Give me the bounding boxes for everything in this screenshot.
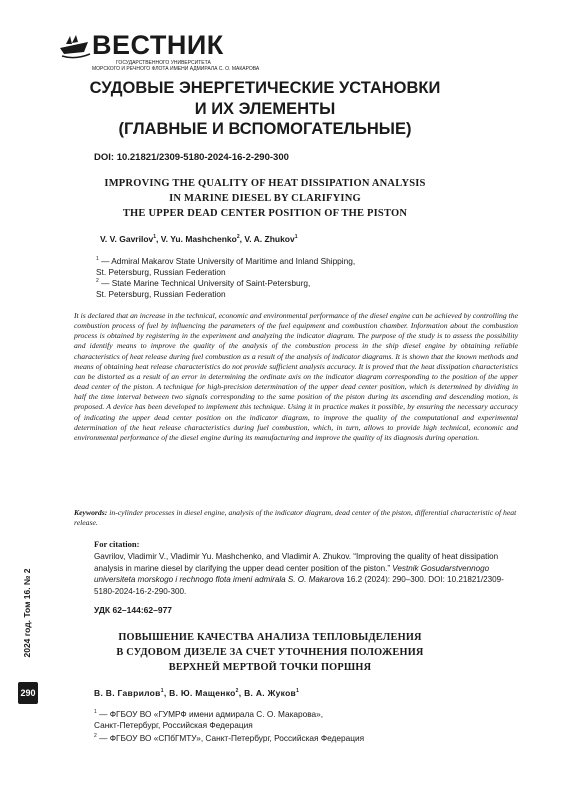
paper-title-en-line3: THE UPPER DEAD CENTER POSITION OF THE PISTON: [122, 208, 408, 219]
affil-text: — ФГБОУ ВО «СПбГМТУ», Санкт-Петербург, Российская Федерация: [96, 733, 365, 743]
doi: DOI: 10.21821/2309-5180-2024-16-2-290-300: [94, 152, 289, 163]
keywords-text: in-cylinder processes in diesel engine, analysis of the indicator diagram, dead center of the piston, differential characteristic of heat release.: [74, 508, 517, 528]
section-title-line2: И ИХ ЭЛЕМЕНТЫ: [194, 99, 336, 118]
author-name: V. Yu. Mashchenko: [160, 234, 237, 244]
affil-text: — Admiral Makarov State University of Maritime and Inland Shipping,: [98, 256, 356, 266]
authors-ru: В. В. Гаврилов$^1$, В. Ю. Мащенко$^2$, В. А. Жуков$^1$: [94, 688, 300, 698]
author-name: В. Ю. Мащенко: [169, 688, 236, 698]
affil-mark: 1: [96, 256, 99, 263]
affiliation-ru-1: [94, 709, 323, 731]
journal-subtitle-line2: МОРСКОГО И РЕЧНОГО ФЛОТА ИМЕНИ АДМИРАЛА С. О. МАКАРОВА: [92, 66, 260, 72]
paper-title-en-line1: IMPROVING THE QUALITY OF HEAT DISSIPATION ANALYSIS: [104, 178, 426, 189]
affil-text: St. Petersburg, Russian Federation: [96, 267, 226, 277]
author-affil-mark: 2: [236, 234, 240, 241]
paper-title-ru-line1: ПОВЫШЕНИЕ КАЧЕСТВА АНАЛИЗА ТЕПЛОВЫДЕЛЕНИЯ: [118, 632, 422, 643]
keywords-en: [74, 508, 518, 528]
citation-journal: Vestnik Gosudarstvennogo universiteta morskogo i rechnogo flota imeni admirala S. O. Makarova: [94, 563, 490, 585]
page-number: 290: [18, 682, 38, 704]
citation-text: [94, 551, 518, 597]
author-affil-mark: 1: [160, 688, 164, 695]
affil-text: St. Petersburg, Russian Federation: [96, 289, 226, 299]
paper-title-ru-line2: В СУДОВОМ ДИЗЕЛЕ ЗА СЧЕТ УТОЧНЕНИЯ ПОЛОЖЕНИЯ: [116, 647, 424, 658]
keywords-label: Keywords:: [74, 508, 108, 517]
citation-details: 16.2 (2024): 290–300. DOI: 10.21821/2309-5180-2024-16-2-290-300.: [94, 575, 504, 596]
affiliation-en-1: [96, 256, 355, 278]
paper-title-en-line2: IN MARINE DIESEL BY CLARIFYING: [169, 193, 361, 204]
affil-mark: 2: [94, 733, 97, 740]
journal-masthead: [58, 30, 260, 78]
citation-label: For citation:: [94, 539, 140, 549]
affil-text: — ФГБОУ ВО «ГУМРФ имени адмирала С. О. Макарова»,: [96, 709, 324, 719]
udc-code: УДК 62–144:62–977: [94, 605, 173, 615]
author-affil-mark: 1: [294, 234, 298, 241]
running-head: [20, 560, 34, 670]
section-title-line1: СУДОВЫЕ ЭНЕРГЕТИЧЕСКИЕ УСТАНОВКИ: [89, 79, 441, 97]
abstract-en: It is declared that an increase in the technical, economic and environmental performance of the diesel engine can be achieved by controlling the combustion process of fuel by influencing the parameters of the fuel equipment and combustion chamber. Information about the combustion process is obtained by registering in the experiment and analyzing the indicator diagram. The purpose of the study is to assess the possibility and identify means to improve the quality of the analysis of the combustion process in the ship diesel engine by obtaining reliable characteristics of heat release during fuel combustion as a result of the analysis of indicator diagrams. It is shown that the known methods and means of obtaining heat release characteristics do not provide sufficient analysis accuracy. It is proved that the heat dissipation characteristics can be distorted as a result of an error in determining the ordinate axis on the indicator diagram corresponding to the position of the upper dead center of the piston. A technique for high-precision determination of the upper dead center position, which is determined by dividing in half the time interval between two signals corresponding to the same position of the piston during its ascending and descending motion, is proposed. A device has been developed to implement this technique. Using it in practice makes it possible, by ensuring the necessary accuracy of indicating the upper dead center position on the indicator diagram, to improve the quality of the computational and experimental determination of the heat release characteristics during fuel combustion, which, in turn, allows to provide high technical, economic and environmental performance of the diesel engine during its manufacturing and improve the quality of its diagnosis during operation.: [74, 311, 518, 442]
affil-text: Санкт-Петербург, Российская Федерация: [94, 720, 253, 730]
affil-text: — State Marine Technical University of Saint-Petersburg,: [98, 278, 311, 288]
section-title-line3: (ГЛАВНЫЕ И ВСПОМОГАТЕЛЬНЫЕ): [118, 120, 412, 138]
ship-emblem-icon: [58, 34, 92, 60]
author-affil-mark: 1: [296, 688, 300, 695]
citation-authors-title: Gavrilov, Vladimir V., Vladimir Yu. Mashchenko, and Vladimir A. Zhukov. “Improving the quality of heat dissipation analysis in marine diesel by clarifying the upper dead center position of the piston.”: [94, 552, 499, 573]
author-affil-mark: 2: [235, 688, 239, 695]
paper-title-ru: [70, 630, 470, 675]
affil-mark: 2: [96, 278, 99, 285]
author-name: В. В. Гаврилов: [94, 688, 161, 698]
paper-title-ru-line3: ВЕРХНЕЙ МЕРТВОЙ ТОЧКИ ПОРШНЯ: [168, 662, 372, 673]
author-name: V. A. Zhukov: [244, 234, 295, 244]
author-affil-mark: 1: [153, 234, 157, 241]
affiliation-en-2: [96, 278, 310, 300]
running-head-text: 2024 год. Том 16. № 2: [22, 568, 32, 658]
affiliation-ru-2: [94, 733, 364, 744]
author-name: V. V. Gavrilov: [100, 234, 154, 244]
journal-name: ВЕСТНИК: [92, 30, 224, 60]
author-name: В. А. Жуков: [244, 688, 297, 698]
affil-mark: 1: [94, 709, 97, 716]
journal-subtitle-line1: ГОСУДАРСТВЕННОГО УНИВЕРСИТЕТА: [116, 60, 211, 66]
authors-en: V. V. Gavrilov$^1$, V. Yu. Mashchenko$^2$, V. A. Zhukov$^1$: [100, 234, 298, 244]
paper-title-en: [60, 176, 470, 221]
section-title: [50, 78, 480, 140]
